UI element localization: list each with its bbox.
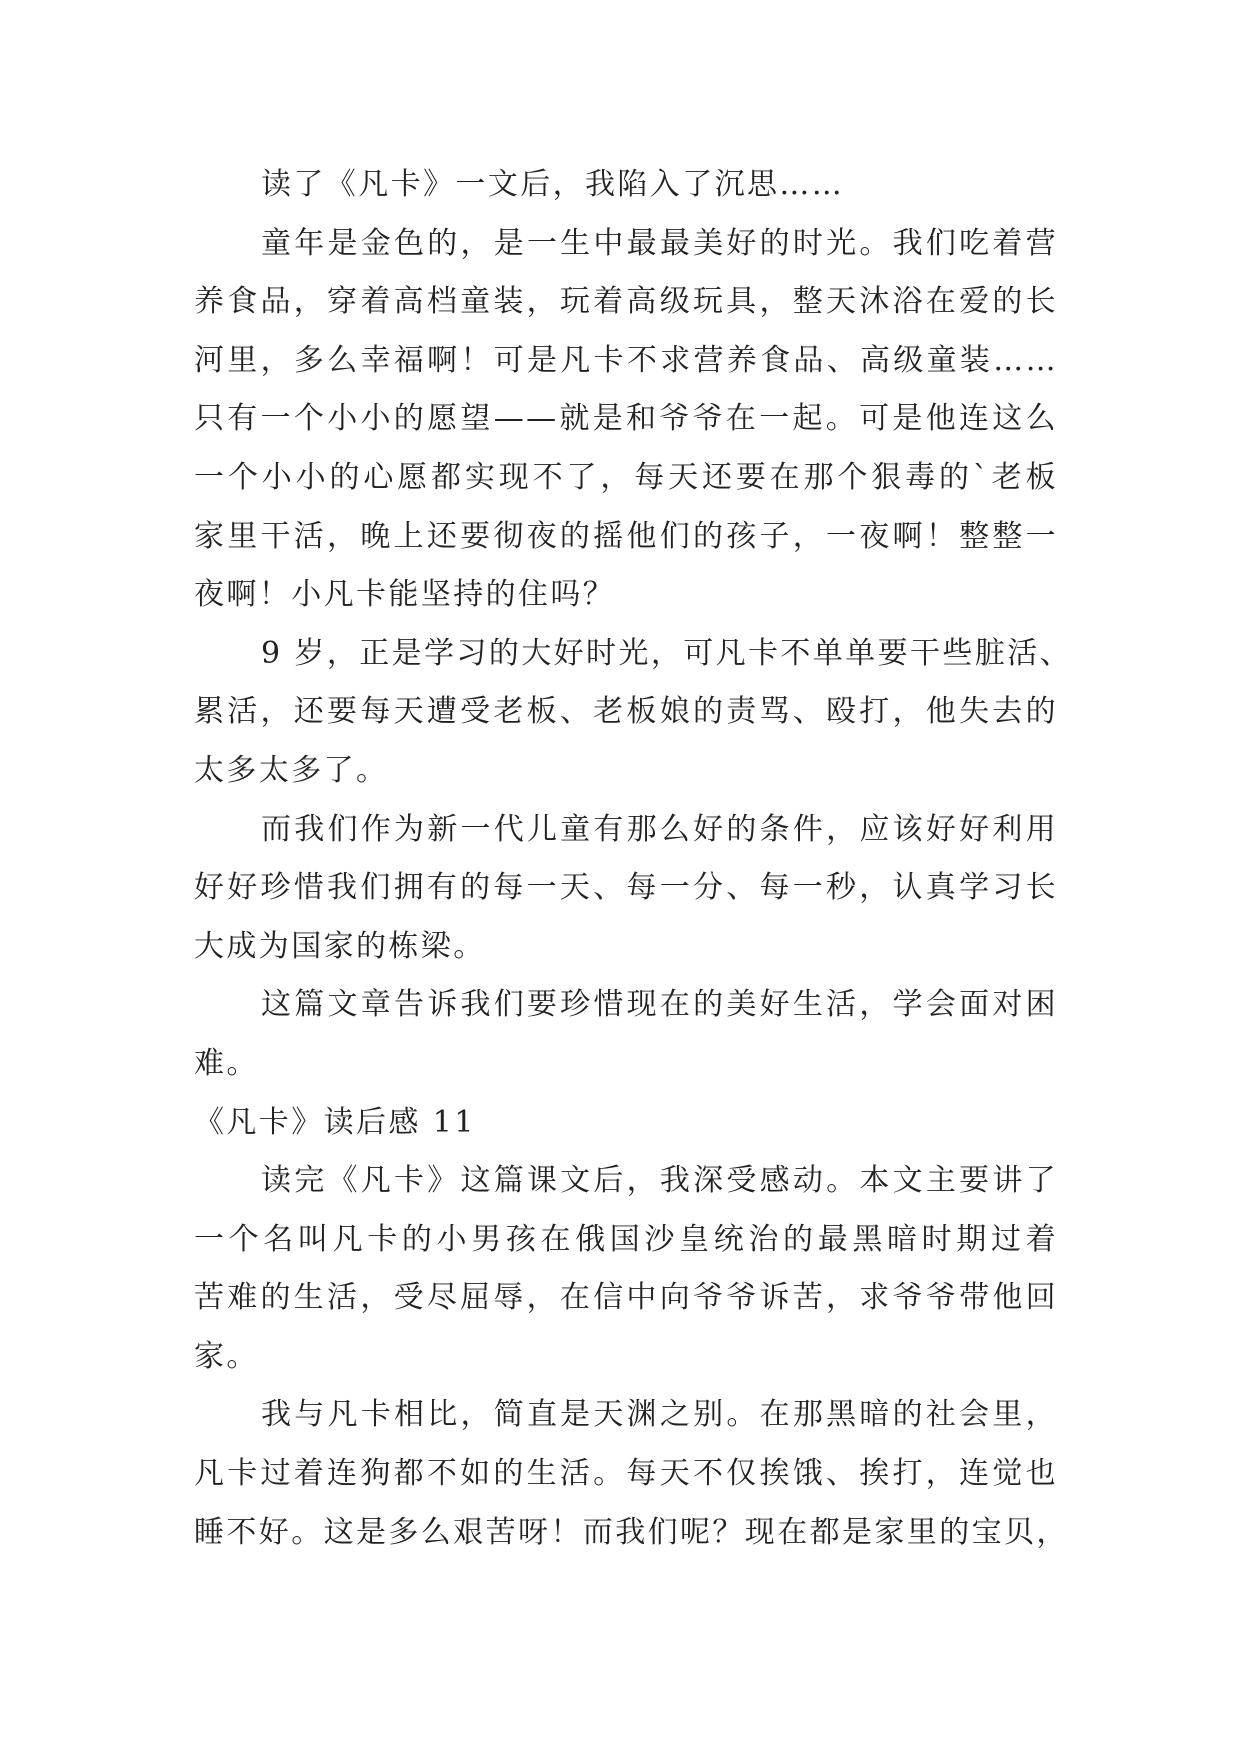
document-page bbox=[194, 156, 1073, 1562]
text-line: 睡不好。这是多么艰苦呀！而我们呢？现在都是家里的宝贝， bbox=[194, 1514, 1069, 1550]
text-line: 河里，多么幸福啊！可是凡卡不求营养食品、高级童装…… bbox=[194, 342, 1058, 378]
paragraph bbox=[194, 976, 1058, 1093]
paragraph bbox=[194, 156, 1058, 215]
section-heading: 《凡卡》读后感 11 bbox=[194, 1104, 476, 1140]
text-line: 累活，还要每天遭受老板、老板娘的责骂、殴打，他失去的 bbox=[194, 694, 1058, 730]
text-line: 家。 bbox=[194, 1338, 259, 1374]
text-line: 太多太多了。 bbox=[194, 752, 389, 788]
text-line: 好好珍惜我们拥有的每一天、每一分、每一秒，认真学习长 bbox=[194, 870, 1058, 906]
paragraph bbox=[194, 801, 1058, 977]
text-line: 童年是金色的，是一生中最最美好的时光。我们吃着营 bbox=[261, 225, 1058, 261]
text-line: 苦难的生活，受尽屈辱，在信中向爷爷诉苦，求爷爷带他回 bbox=[194, 1280, 1058, 1316]
text-line: 大成为国家的栋梁。 bbox=[194, 928, 486, 964]
text-line: 这篇文章告诉我们要珍惜现在的美好生活，学会面对困 bbox=[261, 987, 1058, 1023]
text-line: 家里干活，晚上还要彻夜的摇他们的孩子，一夜啊！整整一 bbox=[194, 518, 1058, 554]
paragraph bbox=[194, 215, 1058, 625]
text-line: 一个名叫凡卡的小男孩在俄国沙皇统治的最黑暗时期过着 bbox=[194, 1221, 1058, 1257]
paragraph bbox=[194, 1152, 1058, 1386]
text-line: 读了《凡卡》一文后，我陷入了沉思…… bbox=[261, 167, 845, 202]
text-line: 而我们作为新一代儿童有那么好的条件，应该好好利用 bbox=[261, 811, 1058, 847]
text-line: 凡卡过着连狗都不如的生活。每天不仅挨饿、挨打，连觉也 bbox=[194, 1456, 1058, 1492]
paragraph bbox=[194, 625, 1073, 801]
text-line: 夜啊！小凡卡能坚持的住吗？ bbox=[194, 577, 616, 613]
text-line: 一个小小的心愿都实现不了，每天还要在那个狠毒的`老板 bbox=[194, 459, 1058, 495]
text-line: 9 岁，正是学习的大好时光，可凡卡不单单要干些脏活、 bbox=[261, 635, 1073, 671]
text-line: 难。 bbox=[194, 1045, 259, 1081]
text-line: 只有一个小小的愿望——就是和爷爷在一起。可是他连这么 bbox=[194, 401, 1058, 437]
text-line: 读完《凡卡》这篇课文后，我深受感动。本文主要讲了 bbox=[261, 1163, 1058, 1199]
text-line: 我与凡卡相比，简直是天渊之别。在那黑暗的社会里， bbox=[261, 1397, 1058, 1433]
paragraph bbox=[194, 1386, 1069, 1562]
text-line: 养食品，穿着高档童装，玩着高级玩具，整天沐浴在爱的长 bbox=[194, 284, 1058, 320]
